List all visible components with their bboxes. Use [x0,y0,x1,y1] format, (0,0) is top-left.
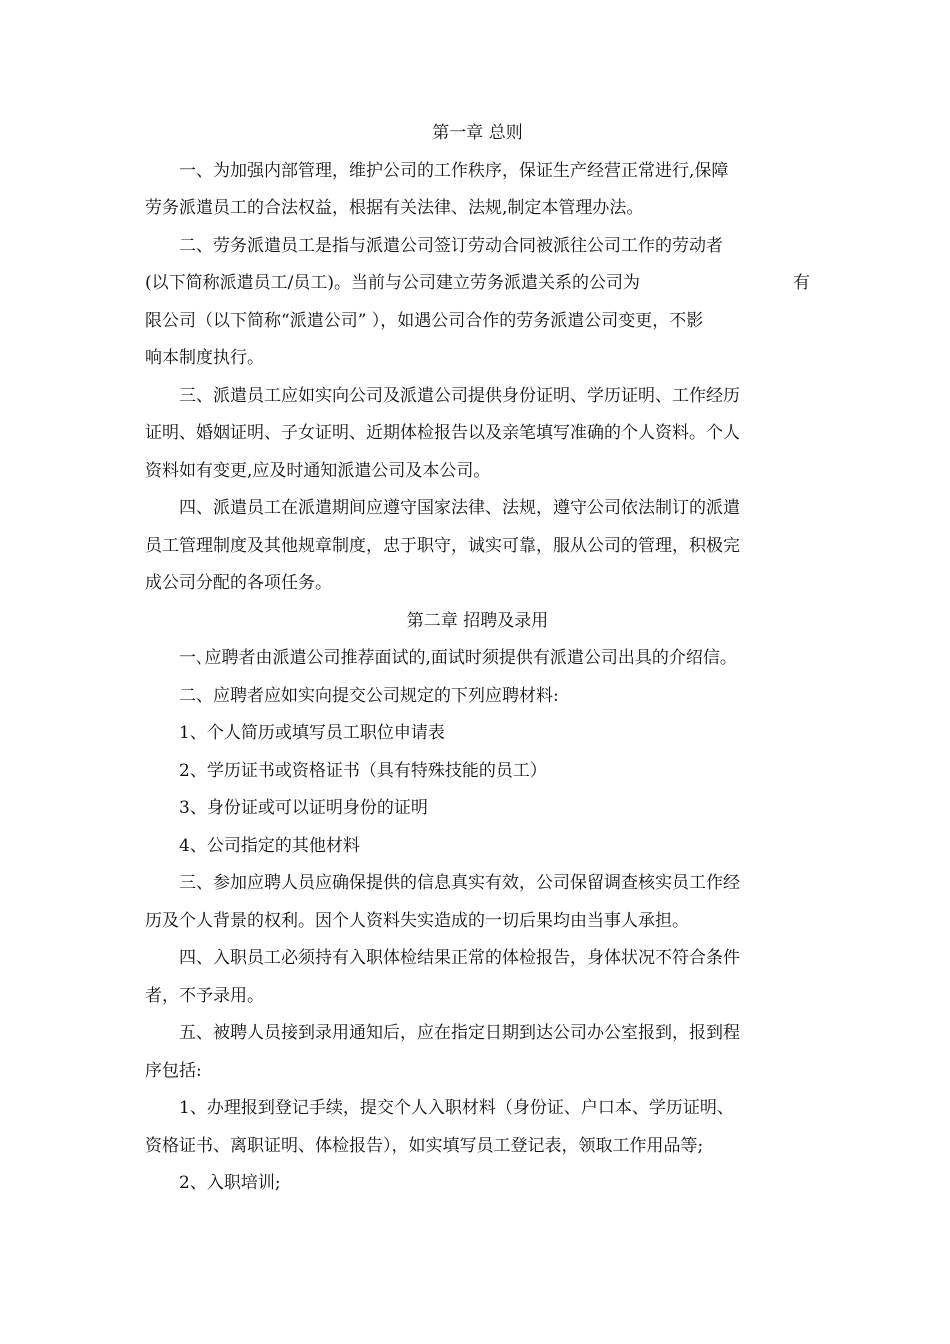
text-span: 有 [793,273,810,293]
text-line: 三、派遣员工应如实向公司及派遣公司提供身份证明、学历证明、工作经历 [179,385,740,406]
text-line: 响本制度执行。 [145,348,264,368]
chapter2-paragraph-2: 二、应聘者应如实向提交公司规定的下列应聘材料: [179,685,559,706]
chapter2-title: 第二章 招聘及录用 [406,610,549,631]
list-item: 4、公司指定的其他材料 [179,835,360,856]
chapter1-paragraph-4 [145,490,810,603]
document-page [145,115,810,1203]
text-line: 五、被聘人员接到录用通知后，应在指定日期到达公司办公室报到，报到程 [179,1023,740,1043]
chapter1-paragraph-1 [145,153,810,228]
text-line: 一、为加强内部管理，维护公司的工作秩序，保证生产经营正常进行,保障 [179,160,729,181]
list-item: 2、学历证书或资格证书（具有特殊技能的员工） [179,760,547,781]
chapter1-title: 第一章 总则 [432,123,523,143]
chapter2-paragraph-4 [145,940,810,1015]
text-line: 资格证书、离职证明、体检报告），如实填写员工登记表，领取工作用品等; [145,1135,704,1156]
text-line: 限公司（以下简称“派遣公司” ），如遇公司合作的劳务派遣公司变更，不影 [145,310,704,331]
text-line: 四、入职员工必须持有入职体检结果正常的体检报告，身体状况不符合条件 [179,948,740,968]
text-line: 者，不予录用。 [145,985,264,1006]
text-line: 员工管理制度及其他规章制度，忠于职守，诚实可靠，服从公司的管理，积极完 [145,535,740,556]
text-line: 二、劳务派遣员工是指与派遣公司签订劳动合同被派往公司工作的劳动者 [179,235,723,256]
text-line: 1、办理报到登记手续，提交个人入职材料（身份证、户口本、学历证明、 [179,1098,734,1118]
text-line: 序包括: [145,1060,202,1081]
list-item: 3、身份证或可以证明身份的证明 [179,798,428,818]
chapter2-paragraph-1: 一､应聘者由派遣公司推荐面试的,面试时须提供有派遣公司出具的介绍信。 [179,648,737,668]
chapter1-paragraph-2 [145,228,810,378]
text-span: (以下简称派遣员工/员工)。当前与公司建立劳务派遣关系的公司为 [145,273,640,293]
text-line: 三、参加应聘人员应确保提供的信息真实有效，公司保留调查核实员工作经 [179,873,740,893]
text-line: 劳务派遣员工的合法权益，根据有关法律、法规,制定本管理办法。 [145,198,644,218]
chapter2-subitem-1 [145,1090,810,1165]
chapter2-paragraph-3 [145,865,810,940]
chapter2-subitem-2: 2、入职培训; [179,1173,281,1193]
text-line: 历及个人背景的权利。因个人资料失实造成的一切后果均由当事人承担。 [145,910,689,931]
list-item: 1、个人简历或填写员工职位申请表 [179,723,445,743]
chapter1-paragraph-3 [145,378,810,491]
chapter2-paragraph-5 [145,1015,810,1090]
text-line: 资料如有变更,应及时通知派遣公司及本公司。 [145,460,491,481]
text-line: 证明、婚姻证明、子女证明、近期体检报告以及亲笔填写准确的个人资料。个人 [145,423,740,443]
text-line [145,265,810,303]
text-line: 四、派遣员工在派遣期间应遵守国家法律、法规，遵守公司依法制订的派遣 [179,498,740,518]
text-line: 成公司分配的各项任务。 [145,573,332,593]
